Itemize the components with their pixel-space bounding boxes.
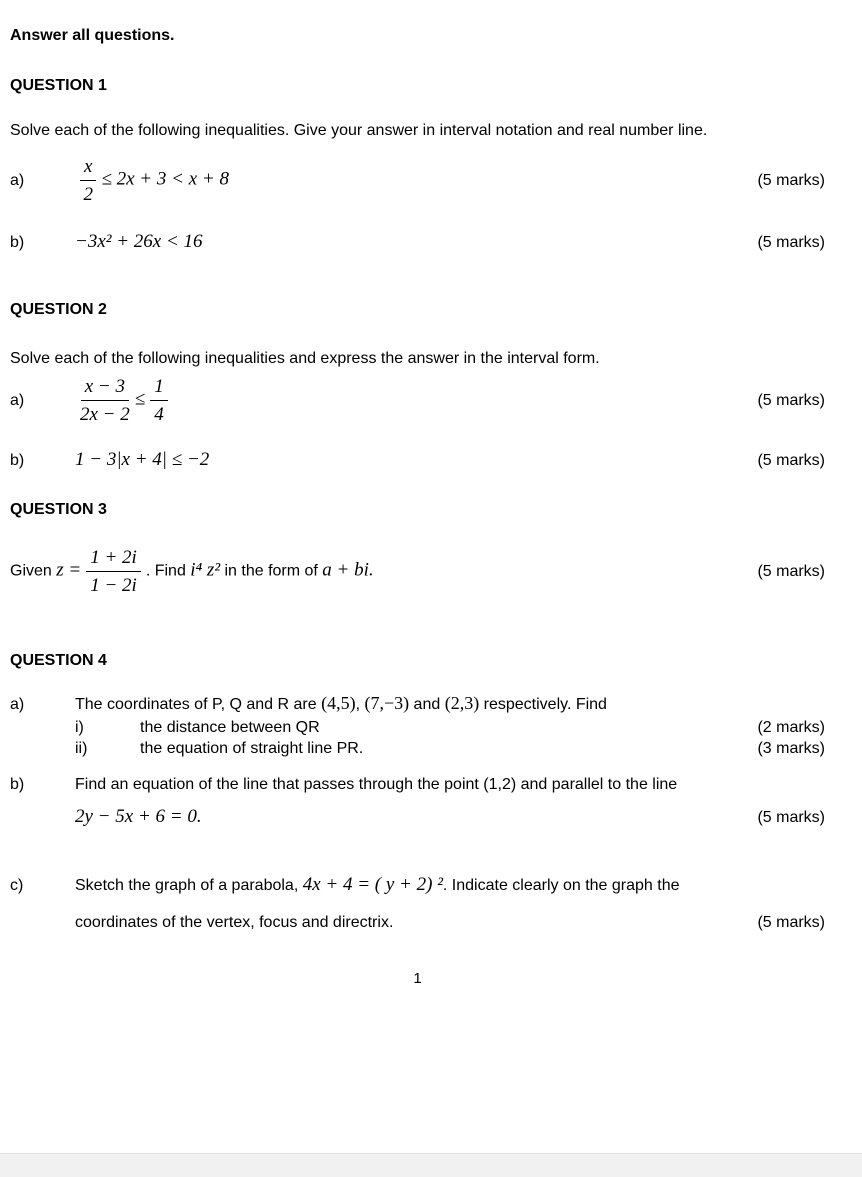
text-segment: . Indicate clearly on the graph the: [442, 877, 680, 894]
question-1-intro: Solve each of the following inequalities. Give your answer in interval notation and real number line.: [10, 122, 708, 139]
question-2-heading: QUESTION 2: [10, 301, 107, 318]
form-text: in the form of: [220, 562, 323, 580]
inequality-expression: −3x² + 26x < 16: [75, 231, 203, 252]
fraction: [80, 155, 96, 206]
q1-part-a-row: [10, 155, 825, 206]
math-segment: (4,5): [321, 693, 356, 713]
marks-label: (5 marks): [757, 809, 825, 826]
fraction-denominator: 2: [83, 184, 93, 205]
part-label: b): [10, 776, 25, 793]
q4-part-a-sub-i-row: [10, 718, 825, 738]
instruction-text: Answer all questions.: [10, 27, 175, 44]
question-4-heading: QUESTION 4: [10, 652, 107, 669]
fraction-denominator: 1 − 2i: [90, 575, 137, 596]
q4-part-b-statement: Find an equation of the line that passes through the point (1,2) and parallel to the line: [75, 776, 678, 793]
fraction: [86, 546, 141, 597]
text-segment: respectively. Find: [479, 696, 607, 713]
text-segment: ,: [355, 696, 365, 713]
math-segment: (7,−3): [364, 693, 410, 713]
line-equation: 2y − 5x + 6 = 0.: [75, 806, 202, 827]
q1-part-b-row: [10, 230, 825, 254]
fraction: [80, 375, 130, 426]
text-segment: and: [409, 696, 445, 713]
q2-part-a-row: [10, 375, 825, 426]
text-segment: The coordinates of P, Q and R are: [75, 696, 322, 713]
marks-label: (3 marks): [757, 740, 825, 757]
math-segment: 4x + 4 = ( y + 2) ²: [302, 874, 443, 895]
part-label: c): [10, 877, 24, 894]
sub-part-label: ii): [75, 740, 88, 757]
marks-label: (5 marks): [757, 234, 825, 251]
viewport-bottom-bar: [0, 1153, 862, 1177]
q4-part-b-row: [10, 775, 825, 795]
power-expression: i⁴ z²: [190, 559, 221, 581]
q3-statement: [10, 546, 745, 597]
q1-part-a-expression: [75, 155, 745, 206]
z-equals-expression: z =: [56, 559, 82, 581]
fraction-numerator: x: [80, 155, 96, 181]
fraction-numerator: x − 3: [81, 375, 129, 401]
form-expression: a + bi.: [322, 559, 374, 581]
marks-label: (5 marks): [757, 391, 825, 409]
q4-part-c-continuation-row: [10, 913, 825, 933]
marks-label: (5 marks): [757, 171, 825, 189]
q4-part-b-equation-row: [10, 805, 825, 829]
q4-part-c-continuation-text: coordinates of the vertex, focus and directrix.: [75, 914, 394, 931]
sub-part-label: i): [75, 719, 84, 736]
text-segment: Sketch the graph of a parabola,: [75, 877, 303, 894]
q2-part-a-expression: [75, 375, 745, 426]
q4-part-c-row: [10, 873, 825, 897]
q3-statement-row: [10, 546, 825, 597]
part-label: a): [10, 696, 25, 713]
question-1-heading: QUESTION 1: [10, 77, 107, 94]
q4-part-a-sub-ii-row: [10, 739, 825, 759]
q4-part-a-row: [10, 693, 825, 715]
part-label: a): [10, 391, 25, 409]
part-label: a): [10, 171, 25, 189]
marks-label: (5 marks): [757, 562, 825, 580]
question-2-intro: Solve each of the following inequalities and express the answer in the interval form.: [10, 350, 600, 367]
page-number: 1: [413, 970, 422, 987]
inequality-expression: ≤ 2x + 3 < x + 8: [101, 168, 229, 190]
part-label: b): [10, 234, 25, 251]
fraction-denominator: 4: [154, 404, 164, 425]
q4-part-c-statement: [75, 873, 825, 897]
question-3-heading: QUESTION 3: [10, 501, 107, 518]
marks-label: (5 marks): [757, 914, 825, 931]
math-segment: (2,3): [444, 693, 480, 713]
sub-part-text: the distance between QR: [140, 719, 320, 736]
marks-label: (2 marks): [757, 719, 825, 736]
fraction-denominator: 2x − 2: [80, 404, 130, 425]
sub-part-text: the equation of straight line PR.: [140, 740, 364, 757]
fraction-numerator: 1 + 2i: [86, 546, 141, 572]
inequality-expression: 1 − 3|x + 4| ≤ −2: [75, 449, 210, 470]
relation-symbol: ≤: [134, 388, 146, 410]
find-text: . Find: [145, 562, 191, 580]
q4-part-a-statement: [75, 693, 825, 715]
given-text: Given: [10, 562, 57, 580]
q2-part-b-row: [10, 448, 825, 472]
marks-label: (5 marks): [757, 452, 825, 469]
part-label: b): [10, 452, 25, 469]
fraction: [150, 375, 168, 426]
fraction-numerator: 1: [150, 375, 168, 401]
